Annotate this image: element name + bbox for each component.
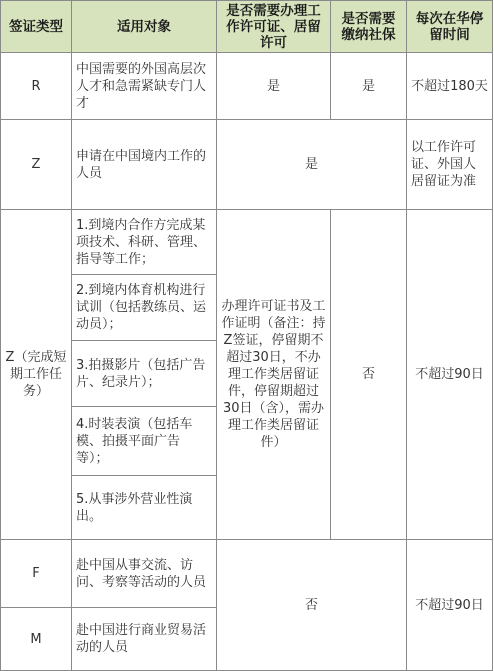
header-row [1, 1, 493, 53]
cell-stay-z: 以工作许可证、外国人居留证为准 [407, 120, 493, 210]
cell-target-z-short-4: 4.时装表演（包括车模、拍摄平面广告等）； [72, 407, 217, 476]
cell-stay-r: 不超过180天 [407, 53, 493, 120]
cell-type-f: F [1, 540, 72, 608]
cell-target-z: 申请在中国境内工作的人员 [72, 120, 217, 210]
cell-insurance-r: 是 [331, 53, 407, 120]
cell-target-z-short-5: 5.从事涉外营业性演出。 [72, 476, 217, 540]
row-z [1, 120, 493, 210]
header-target: 适用对象 [72, 1, 217, 53]
cell-target-m: 赴中国进行商业贸易活动的人员 [72, 608, 217, 671]
cell-target-z-short-3: 3.拍摄影片（包括广告片、纪录片）； [72, 341, 217, 407]
cell-type-m: M [1, 608, 72, 671]
header-stay: 每次在华停留时间 [407, 1, 493, 53]
row-z-short-1 [1, 210, 493, 275]
cell-permit-r: 是 [217, 53, 331, 120]
header-insurance: 是否需要缴纳社保 [331, 1, 407, 53]
cell-type-r: R [1, 53, 72, 120]
row-f [1, 540, 493, 608]
cell-type-z: Z [1, 120, 72, 210]
cell-stay-fm: 不超过90日 [407, 540, 493, 671]
cell-permit-z-short: 办理许可证书及工作证明（备注：持Z签证，停留期不超过30日，不办理工作类居留证件，停留期超过30日（含），需办理工作类居留证件） [217, 210, 331, 540]
cell-type-z-short: Z（完成短期工作任务） [1, 210, 72, 540]
header-permit: 是否需要办理工作许可证、居留许可 [217, 1, 331, 53]
cell-target-z-short-2: 2.到境内体育机构进行试训（包括教练员、运动员）； [72, 275, 217, 341]
header-visa-type: 签证类型 [1, 1, 72, 53]
row-r [1, 53, 493, 120]
cell-target-r: 中国需要的外国高层次人才和急需紧缺专门人才 [72, 53, 217, 120]
cell-insurance-z-short: 否 [331, 210, 407, 540]
cell-target-z-short-1: 1.到境内合作方完成某项技术、科研、管理、指导等工作； [72, 210, 217, 275]
cell-target-f: 赴中国从事交流、访问、考察等活动的人员 [72, 540, 217, 608]
cell-permit-insurance-fm: 否 [217, 540, 407, 671]
cell-stay-z-short: 不超过90日 [407, 210, 493, 540]
cell-permit-insurance-z: 是 [217, 120, 407, 210]
